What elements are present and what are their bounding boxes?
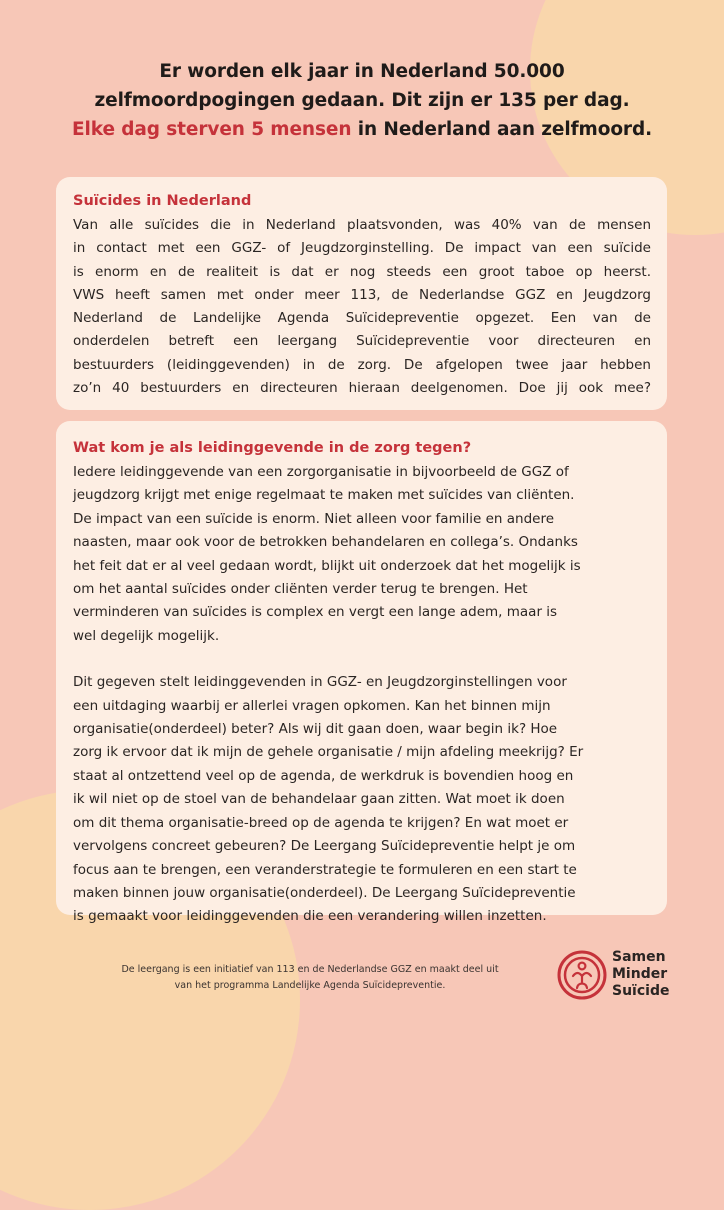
body-line: organisatie(onderdeel) beter? Als wij dit gaan doen, waar begin ik? Hoe <box>73 721 558 738</box>
headline <box>40 57 684 144</box>
headline-line-3-rest: in Nederland aan zelfmoord. <box>351 119 653 140</box>
body-line: onderdelen betreft een leergang Suïcidepreventie voor directeuren en <box>73 333 651 350</box>
card-paragraph-2 <box>73 671 651 928</box>
body-line: focus aan te brengen, een veranderstrategie te formuleren en een start te <box>73 861 577 878</box>
headline-line-3 <box>40 115 684 144</box>
body-line: vervolgens concreet gebeuren? De Leergang Suïcidepreventie helpt je om <box>73 838 576 855</box>
body-line: wel degelijk mogelijk. <box>73 627 220 644</box>
footer-line-1: De leergang is een initiatief van 113 en de Nederlandse GGZ en maakt deel uit <box>121 964 499 975</box>
info-card-suicides <box>56 177 667 410</box>
body-line: ik wil niet op de stoel van de behandelaar gaan zitten. Wat moet ik doen <box>73 791 565 808</box>
body-line: een uitdaging waarbij er allerlei vragen opkomen. Kan het binnen mijn <box>73 697 551 714</box>
body-line: Nederland de Landelijke Agenda Suïcidepreventie opgezet. Een van de <box>73 310 651 327</box>
info-card-leadership <box>56 421 667 925</box>
logo-word: Minder <box>612 966 668 982</box>
logo-wordmark <box>612 949 669 1000</box>
card-title: Suïcides in Nederland <box>73 193 252 209</box>
body-line: om het aantal suïcides onder cliënten verder terug te brengen. Het <box>73 581 528 598</box>
footer-line-2: van het programma Landelijke Agenda Suïcidepreventie. <box>174 980 446 991</box>
body-line: is gemaakt voor leidinggevenden die een verandering willen inzetten. <box>73 908 547 925</box>
body-line: bestuurders (leidinggevenden) in de zorg. De afgelopen twee jaar hebben <box>73 356 651 373</box>
logo-word: Suïcide <box>612 983 670 999</box>
body-line: is enorm en de realiteit is dat er nog steeds een groot taboe op heerst. <box>73 263 651 280</box>
card-paragraph-1 <box>73 461 651 648</box>
body-line: De impact van een suïcide is enorm. Niet alleen voor familie en andere <box>73 510 554 527</box>
body-line: in contact met een GGZ- of Jeugdzorginstelling. De impact van een suïcide <box>73 240 651 257</box>
footer-note <box>40 962 580 994</box>
body-line: staat al ontzettend veel op de agenda, de werkdruk is bovendien hoog en <box>73 767 574 784</box>
body-line: naasten, maar ook voor de betrokken behandelaren en collega’s. Ondanks <box>73 534 578 551</box>
headline-line-2: zelfmoordpogingen gedaan. Dit zijn er 135 per dag. <box>94 90 630 111</box>
body-line: Dit gegeven stelt leidinggevenden in GGZ- en Jeugdzorginstellingen voor <box>73 674 567 691</box>
body-line: maken binnen jouw organisatie(onderdeel). De Leergang Suïcidepreventie <box>73 884 576 901</box>
body-line: zo’n 40 bestuurders en directeuren hieraan deelgenomen. Doe jij ook mee? <box>73 380 651 397</box>
body-line: verminderen van suïcides is complex en vergt een lange adem, maar is <box>73 604 558 621</box>
body-line: zorg ik ervoor dat ik mijn de gehele organisatie / mijn afdeling meekrijg? Er <box>73 744 584 761</box>
samen-minder-suicide-logo <box>556 947 676 1007</box>
body-line: het feit dat er al veel gedaan wordt, blijkt uit onderzoek dat het mogelijk is <box>73 557 581 574</box>
card-body <box>73 214 651 400</box>
headline-line-1: Er worden elk jaar in Nederland 50.000 <box>159 61 565 82</box>
body-line: jeugdzorg krijgt met enige regelmaat te maken met suïcides van cliënten. <box>73 487 575 504</box>
card-title: Wat kom je als leidinggevende in de zorg tegen? <box>73 440 472 456</box>
body-line: om dit thema organisatie-breed op de agenda te krijgen? En wat moet er <box>73 814 569 831</box>
headline-accent: Elke dag sterven 5 mensen <box>71 119 352 140</box>
logo-word: Samen <box>612 949 666 965</box>
body-line: Iedere leidinggevende van een zorgorganisatie in bijvoorbeeld de GGZ of <box>73 464 569 480</box>
logo-figure-icon <box>556 949 608 1001</box>
body-line: VWS heeft samen met onder meer 113, de Nederlandse GGZ en Jeugdzorg <box>73 286 651 303</box>
body-line: Van alle suïcides die in Nederland plaatsvonden, was 40% van de mensen <box>73 217 651 233</box>
